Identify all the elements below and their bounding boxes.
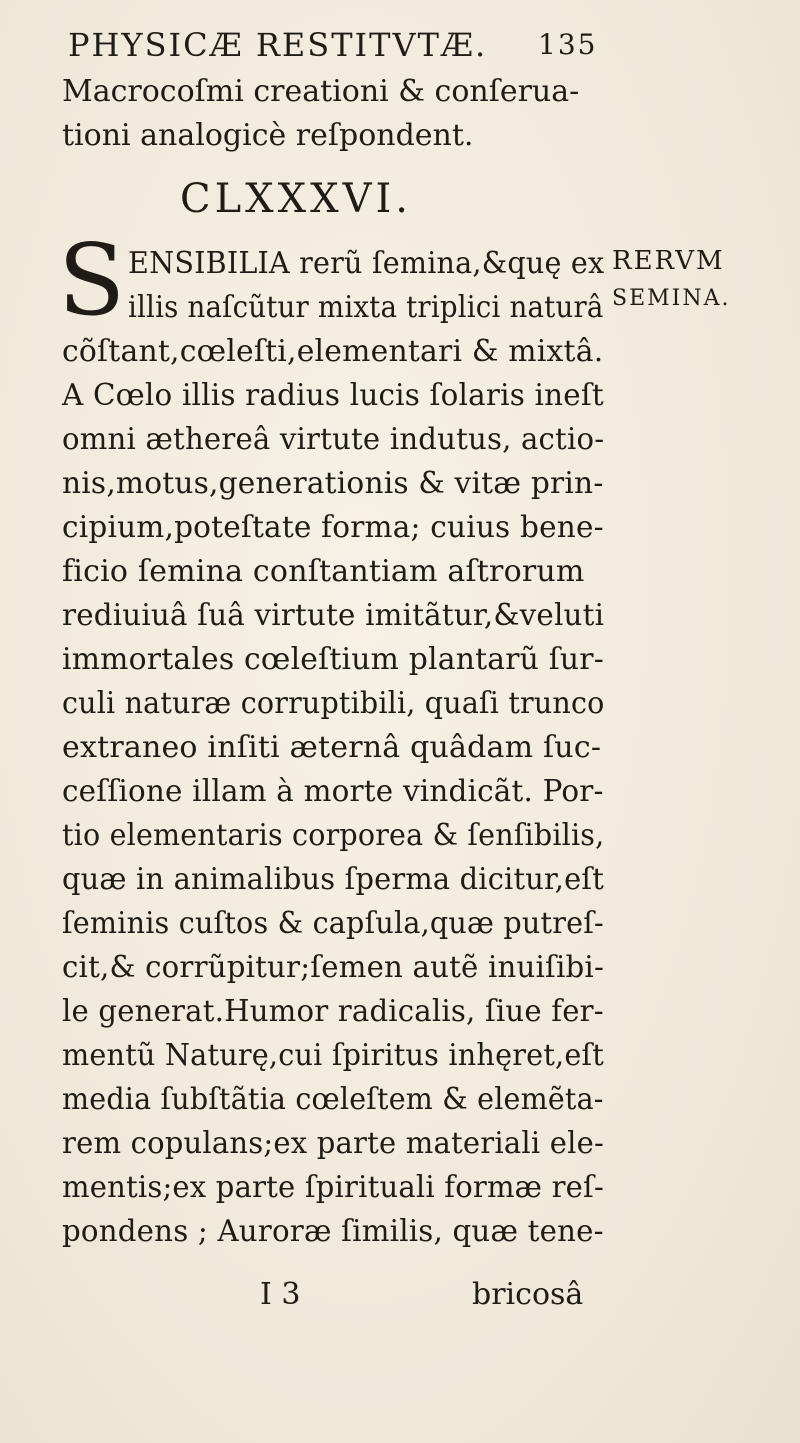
text-line: immortales cœleſtium plantarũ ſur-: [62, 642, 605, 677]
text-line: Macrocoſmi creationi & conſerua-: [62, 74, 580, 109]
text-line: mentis;ex parte ſpirituali formæ reſ-: [62, 1170, 605, 1205]
text-line: culi naturæ corruptibili, quaſi trunco: [62, 686, 605, 721]
text-line: ſeminis cuſtos & capſula,quæ putreſ-: [62, 906, 604, 941]
running-title: PHYSICÆ RESTITVTÆ.: [68, 26, 488, 64]
page-number: 135: [538, 28, 598, 61]
text-line: pondens ; Auroræ ſimilis, quæ tene-: [62, 1214, 604, 1249]
text-line: nis,motus,generationis & vitæ prin-: [62, 466, 604, 501]
text-line: cõſtant,cœleſti,elementari & mixtâ.: [62, 334, 604, 369]
text-line: cit,& corrũpitur;ſemen autẽ inuiſibi-: [62, 950, 605, 985]
text-line: quæ in animalibus ſperma dicitur,eſt: [62, 862, 605, 897]
text-line: A Cœlo illis radius lucis ſolaris ineſt: [62, 378, 604, 413]
text-line: ceſſione illam à morte vindicãt. Por-: [62, 774, 604, 809]
text-line: illis naſcũtur mixta triplici naturâ: [128, 290, 604, 325]
text-line: cipium,poteſtate forma; cuius bene-: [62, 510, 604, 545]
text-line: tioni analogicè reſpondent.: [62, 118, 474, 153]
text-line: media ſubſtãtia cœleſtem & elemẽta-: [62, 1082, 604, 1117]
text-line: extraneo inſiti æternâ quâdam ſuc-: [62, 730, 602, 765]
catchword: bricosâ: [472, 1277, 584, 1312]
drop-cap: S: [58, 224, 126, 338]
text-line: rediuiuâ ſuâ virtute imitãtur,&veluti: [62, 598, 605, 633]
text-line: omni æthereâ virtute indutus, actio-: [62, 422, 605, 457]
text-line: ficio ſemina conſtantiam aſtrorum: [62, 554, 585, 589]
text-line: ENSIBILIA rerũ ſemina,&quę ex: [128, 246, 605, 281]
text-line: rem copulans;ex parte materiali ele-: [62, 1126, 604, 1161]
text-line: le generat.Humor radicalis, ſiue fer-: [62, 994, 604, 1029]
text-line: tio elementaris corporea & ſenſibilis,: [62, 818, 605, 853]
section-number: CLXXXVI.: [180, 176, 412, 222]
marginal-note-line: SEMINA.: [612, 286, 731, 311]
text-line: mentũ Naturę,cui ſpiritus inhęret,eſt: [62, 1038, 605, 1073]
signature-mark: I 3: [260, 1277, 301, 1312]
marginal-note-line: RERVM: [612, 246, 725, 276]
